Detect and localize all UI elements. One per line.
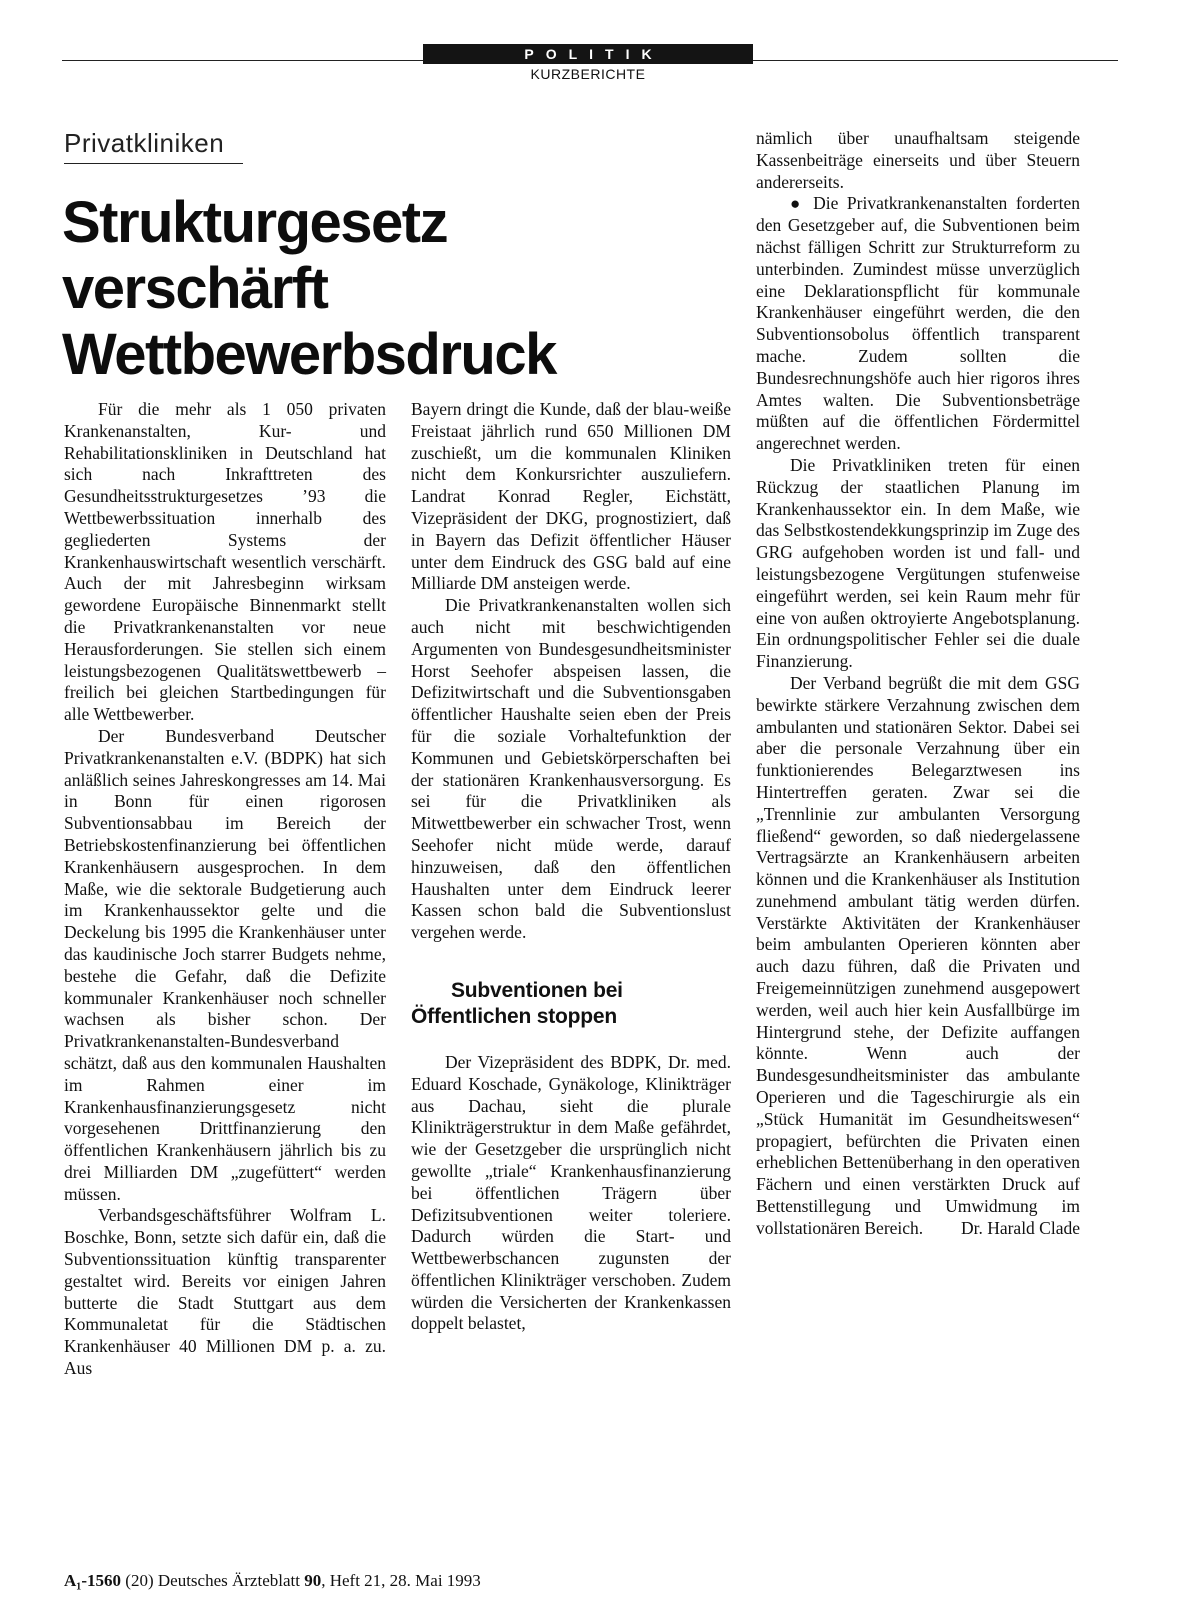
page-reference: A₁-1560 xyxy=(64,1571,122,1590)
paragraph: Für die mehr als 1 050 privaten Krankenanstalten, Kur- und Rehabilitationskliniken in Deutschland hat sich nach Inkrafttreten des Gesundheitsstrukturgesetzes ’93 die Wettbewerbssituation innerhalb des gegliederten Systems der Krankenhauswirtschaft wesentlich verschärft. Auch der mit Jahresbeginn wirksam gewordene Europäische Binnenmarkt stellt die Privatkrankenanstalten vor neue Herausforderungen. Sie stellen sich einem leistungsbezogenen Qualitätswettbewerb – freilich bei gleichen Startbedingungen für alle Wettbewerber. xyxy=(64,399,386,725)
bullet-paragraph xyxy=(756,193,1080,455)
body-column-3 xyxy=(756,128,1080,1240)
bullet-text: Die Privatkrankenanstalten forderten den Gesetzgeber auf, die Subventionen beim nächst fälligen Schritt zur Strukturreform zu unterbinden. Zumindest müsse unverzüglich eine Deklarationspflicht für kommunale Krankenhäuser eingeführt werden, die den Subventionsobolus öffentlich transparent mache. Zudem sollten die Bundesrechnungshöfe auch hier rigoros ihres Amtes walten. Die Subventionsbeträge müßten auf die öffentlichen Fördermittel angerechnet werden. xyxy=(756,193,1081,454)
journal-name: Deutsches Ärzteblatt xyxy=(157,1571,300,1590)
body-column-2 xyxy=(411,399,731,1335)
body-column-1 xyxy=(64,399,386,1380)
page-footer xyxy=(64,1571,481,1591)
paragraph-text: Der Verband begrüßt die mit dem GSG bewirkte stärkere Verzahnung zwischen dem ambulanten und stationären Sektor. Dabei sei aber die personale Verzahnung über ein funktionierendes Belegarztwesen ins Hintertreffen geraten. Zwar sei die „Trennlinie zur ambulanten Versorgung fließend“ geworden, so daß niedergelassene Vertragsärzte an Krankenhäusern arbeiten können und die Krankenhäuser als Institution zunehmend ambulant tätig werden dürfen. Verstärkte Aktivitäten der Krankenhäuser beim ambulanten Operieren könnten aber auch dazu führen, daß die Privaten und Freigemeinnützigen zunehmend ausgepowert werden, weil auch hier kein Ausfallbürge im Hintergrund stehe, der Defizite auffangen könnte. Wenn auch der Bundesgesundheitsminister das ambulante Operieren und die Tageschirurgie als ein „Stück Humanität im Gesundheitswesen“ propagiert, befürchten die Privaten einen erheblichen Bettenüberhang in den operativen Fächern und einen verstärkten Druck auf Bettenstillegung und Umwidmung im vollstationären Bereich. xyxy=(756,672,1080,1238)
page-number: (20) xyxy=(125,1571,154,1590)
issue-date: , Heft 21, 28. Mai 1993 xyxy=(321,1571,481,1590)
journal-volume: 90 xyxy=(304,1571,322,1590)
headline-line: Strukturgesetz xyxy=(62,190,448,255)
headline-line: verschärft xyxy=(62,256,328,321)
subsection-label: KURZBERICHTE xyxy=(530,66,646,82)
subheading xyxy=(411,978,731,1030)
article-headline xyxy=(62,190,702,388)
headline-line: Wettbewerbsdruck xyxy=(62,322,556,387)
section-label: POLITIK xyxy=(423,44,753,64)
author-byline: Dr. Harald Clade xyxy=(960,1217,1080,1238)
paragraph: Die Privatkliniken treten für einen Rückzug der staatlichen Planung im Krankenhaussektor ein. In dem Maße, wie das Selbstkostendekkungsprinzip im Zuge des GRG aufgehoben worden ist und fall- und leistungsbezogene Vergütungen stufenweise eingeführt werden, sei kein Raum mehr für eine von außen oktroyierte Angebotsplanung. Ein ordnungspolitischer Fehler sei die duale Finanzierung. xyxy=(756,454,1080,672)
article-kicker: Privatkliniken xyxy=(64,128,225,158)
bullet-icon: ● xyxy=(790,194,805,214)
paragraph xyxy=(756,673,1080,1240)
kicker-underline xyxy=(64,163,243,164)
paragraph: Der Bundesverband Deutscher Privatkrankenanstalten e.V. (BDPK) hat sich anläßlich seines Jahreskongresses am 14. Mai in Bonn für einen rigorosen Subventionsabbau im Bereich der Betriebskostenfinanzierung bei öffentlichen Krankenhäusern ausgesprochen. In dem Maße, wie die sektorale Budgetierung auch im Krankenhaussektor gelte und die Deckelung bis 1995 die Krankenhäuser unter das kaudinische Joch starrer Budgets nehme, bestehe die Gefahr, daß die Defizite kommunaler Krankenhäuser noch schneller wachsen als bisher schon. Der Privatkrankenanstalten-Bundesverband schätzt, daß aus den kommunalen Haushalten im Rahmen einer im Krankenhausfinanzierungsgesetz nicht vorgesehenen Drittfinanzierung den öffentlichen Krankenhäusern jährlich bis zu drei Milliarden DM „zugefüttert“ werden müssen. xyxy=(64,725,386,1204)
paragraph: Verbandsgeschäftsführer Wolfram L. Boschke, Bonn, setzte sich dafür ein, daß die Subventionssituation künftig transparenter gestaltet wird. Bereits vor einigen Jahren butterte die Stadt Stuttgart aus dem Kommunaletat für die Städtischen Krankenhäuser 40 Millionen DM p. a. zu. Aus xyxy=(64,1205,386,1379)
subheading-line: Öffentlichen stoppen xyxy=(411,1004,618,1028)
paragraph: Der Vizepräsident des BDPK, Dr. med. Eduard Koschade, Gynäkologe, Klinikträger aus Dachau, sieht die plurale Klinikträgerstruktur in dem Maße gefährdet, wie der Gesetzgeber die ursprünglich nicht gewollte „triale“ Krankenhausfinanzierung bei öffentlichen Trägern über Defizitsubventionen weiter toleriere. Dadurch würden die Start- und Wettbewerbschancen zugunsten der öffentlichen Klinikträger verschoben. Zudem würden die Versicherten der Krankenkassen doppelt belastet, xyxy=(411,1051,731,1334)
paragraph: Die Privatkrankenanstalten wollen sich auch nicht mit beschwichtigenden Argumenten von Bundesgesundheitsminister Horst Seehofer abspeisen lassen, die Defizitwirtschaft und die Subventionsgaben öffentlicher Haushalte seien eben der Preis für die soziale Vorhaltefunktion der Kommunen und Gebietskörperschaften bei der stationären Krankenhausversorgung. Es sei für die Privatkliniken als Mitwettbewerber ein schwacher Trost, wenn Seehofer nicht müde werde, darauf hinzuweisen, daß den öffentlichen Haushalten unter dem Eindruck leerer Kassen schon bald die Subventionslust vergehen werde. xyxy=(411,595,731,943)
subheading-line: Subventionen bei xyxy=(451,978,623,1002)
paragraph: Bayern dringt die Kunde, daß der blau-weiße Freistaat jährlich rund 650 Millionen DM zuschießt, um die kommunalen Kliniken nicht dem Konkursrichter auszuliefern. Landrat Konrad Regler, Eichstätt, Vizepräsident der DKG, prognostiziert, daß in Bayern das Defizit öffentlicher Häuser unter dem Eindruck des GSG bald auf eine Milliarde DM ansteigen werde. xyxy=(411,399,731,594)
paragraph: nämlich über unaufhaltsam steigende Kassenbeiträge einerseits und über Steuern andererseits. xyxy=(756,128,1080,192)
